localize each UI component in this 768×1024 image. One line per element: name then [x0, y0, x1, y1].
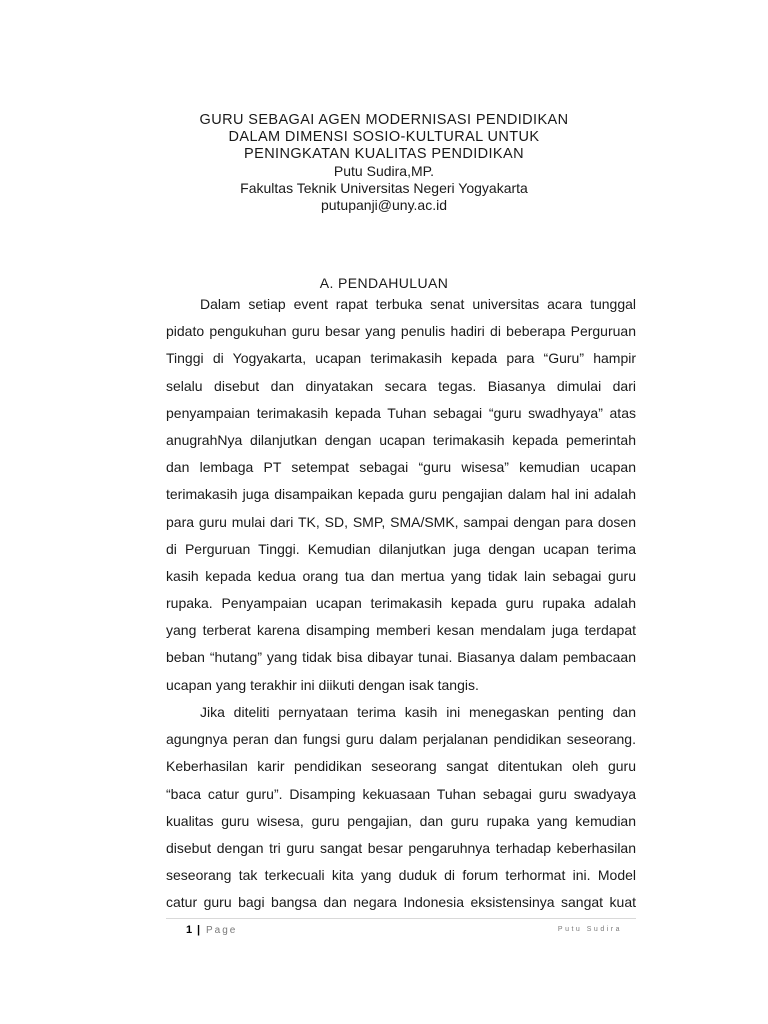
paragraph-line: penyampaian terimakasih kepada Tuhan sebagai “guru swadhyaya” atas [166, 404, 636, 421]
document-title-line-2: DALAM DIMENSI SOSIO-KULTURAL UNTUK [228, 129, 540, 145]
paragraph-line: anugrahNya dilanjutkan dengan ucapan terimakasih kepada pemerintah [166, 431, 636, 448]
page-separator: | [197, 924, 201, 936]
paragraph-line: agungnya peran dan fungsi guru dalam perjalanan pendidikan seseorang. [166, 731, 636, 748]
paragraph-line: seseorang tak terkecuali kita yang duduk di forum terhormat ini. Model [166, 867, 636, 884]
section-heading: A. PENDAHULUAN [319, 275, 449, 291]
paragraph-line: selalu disebut dan dinyatakan secara tegas. Biasanya dimulai dari [166, 377, 636, 394]
page-footer [166, 924, 636, 938]
document-header [0, 112, 768, 214]
paragraph-line: “baca catur guru”. Disamping kekuasaan Tuhan sebagai guru swadyaya [166, 785, 636, 802]
paragraph-line: ucapan yang terakhir ini diikuti dengan isak tangis. [166, 676, 479, 693]
footer-author: Putu Sudira [557, 926, 622, 933]
paragraph-line: rupaka. Penyampaian ucapan terimakasih kepada guru rupaka adalah [166, 595, 636, 612]
paragraph-line: yang terberat karena disamping memberi kesan mendalam juga terdapat [166, 622, 636, 639]
page-number: 1 [186, 924, 193, 936]
paragraph-line: pidato pengukuhan guru besar yang penulis hadiri di beberapa Perguruan [166, 323, 636, 340]
paragraph-line: terimakasih juga disampaikan kepada guru pengajian dalam hal ini adalah [166, 486, 636, 503]
footer-divider [166, 918, 636, 919]
author-name: Putu Sudira,MP. [333, 163, 435, 179]
author-email: putupanji@uny.ac.id [320, 197, 448, 213]
paragraph-line: Dalam setiap event rapat terbuka senat universitas acara tunggal [200, 296, 636, 312]
paragraph-line: kasih kepada kedua orang tua dan mertua yang tidak lain sebagai guru [166, 567, 636, 584]
paragraph-line: di Perguruan Tinggi. Kemudian dilanjutkan juga dengan ucapan terima [166, 540, 636, 557]
paragraph-line: Keberhasilan karir pendidikan seseorang sangat ditentukan oleh guru [166, 758, 636, 775]
paragraph-2 [166, 699, 636, 917]
paragraph-line: catur guru bagi bangsa dan negara Indonesia eksistensinya sangat kuat [166, 894, 636, 911]
paragraph-line: dan lembaga PT setempat sebagai “guru wisesa” kemudian ucapan [166, 459, 636, 476]
paragraph-1 [166, 291, 636, 699]
paragraph-line: beban “hutang” yang tidak bisa dibayar tunai. Biasanya dalam pembacaan [166, 649, 636, 666]
paragraph-line: disebut dengan tri guru sangat besar pengaruhnya terhadap keberhasilan [166, 839, 636, 856]
paragraph-line: kualitas guru wisesa, guru pengajian, dan guru rupaka yang kemudian [166, 812, 636, 829]
author-affiliation: Fakultas Teknik Universitas Negeri Yogyakarta [240, 180, 528, 196]
paragraph-line: Tinggi di Yogyakarta, ucapan terimakasih kepada para “Guru” hampir [166, 350, 636, 367]
paragraph-line: Jika diteliti pernyataan terima kasih ini menegaskan penting dan [200, 704, 636, 720]
document-title-line-3: PENINGKATAN KUALITAS PENDIDIKAN [244, 146, 524, 162]
paragraph-line: para guru mulai dari TK, SD, SMP, SMA/SMK, sampai dengan para dosen [166, 513, 636, 530]
page-label: Page [206, 925, 238, 936]
document-title-line-1: GURU SEBAGAI AGEN MODERNISASI PENDIDIKAN [199, 112, 569, 128]
